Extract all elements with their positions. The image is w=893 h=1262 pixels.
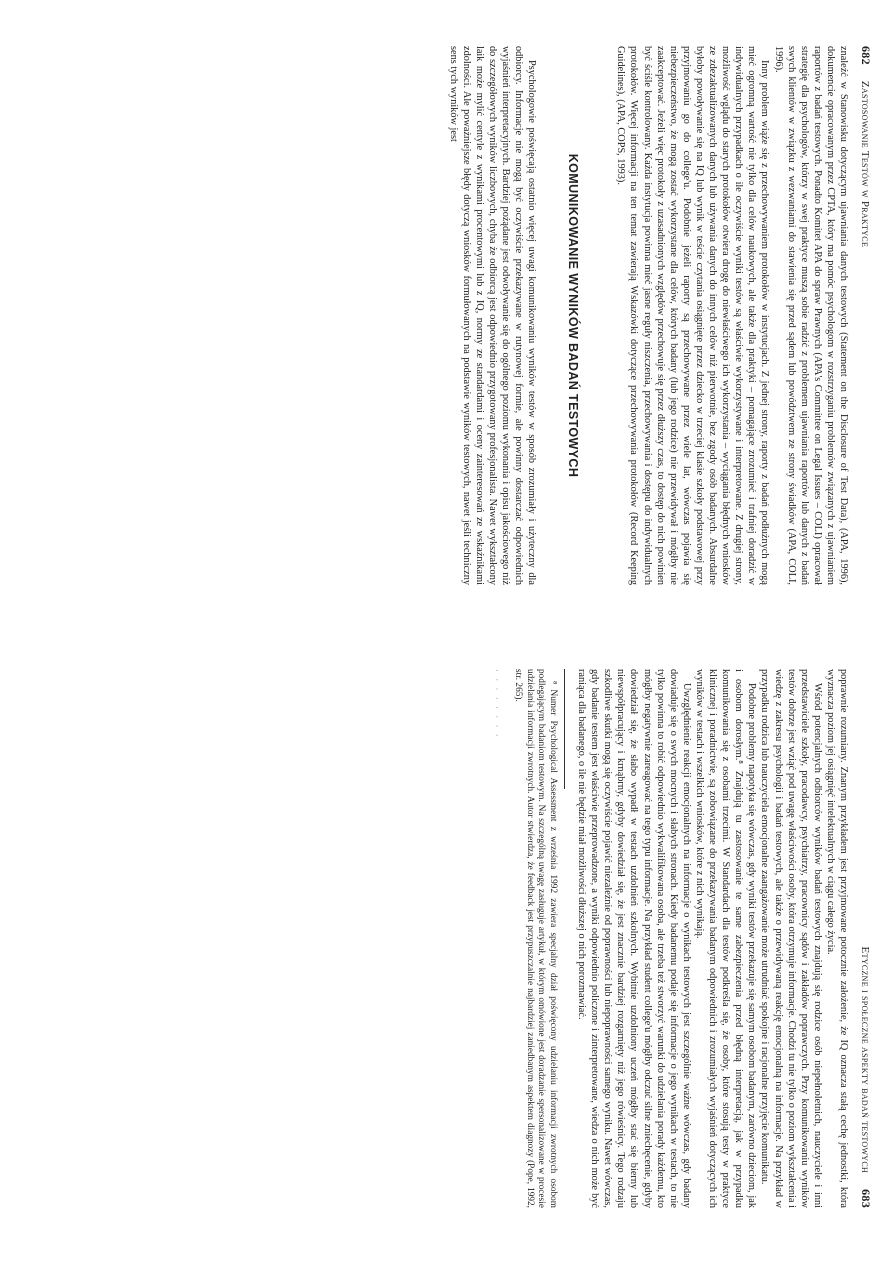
left-paragraph-1: znaleźć w Stanowisku dotyczącym ujawniania danych testowych (Statement on the Disclosure of Test Data), (APA, 1996), dokumencie opracowanym przez CPTA, który ma pomóc psychologom w rozstrzyganiu problemów związanych z ujawnianiem raportów z badań testowych. Ponadto Komitet APA do spraw Prawnych (APA's Committee on Legal Issues – COLI) opracował strategię dla psychologów, którzy w swej praktyce muszą sobie radzić z problemem ujawniania raportów lub danych z badań swych klientów w związku z wezwaniami do stawienia się przed sądem lub powództwem ze strony świadków (APA, COLI, 1996).: [772, 46, 849, 585]
right-paragraph-3: Podobne problemy napotyka się wówczas, gdy wyniki testów przekazuje się samym osobom badanym, zarówno dzieciom, jak i osobom dorosłym.⁸ Znajdują tu zastosowanie te same zabezpieczenia przed błędną interpretacją, jak w przypadku komunikowania się z osobami trzecimi. W Standardach dla testów podkreśla się, że osoby, które stosują testy w praktyce klinicznej i poradnictwie, są zobowiązane do przekazywania badanym odpowiednich i zrozumiałych wyjaśnień dotyczących ich wyników w testach i wszelkich wniosków, które z nich wynikają.: [693, 669, 758, 1208]
right-paragraph-2: Wśród potencjalnych odbiorców wyników badań testowych znajdują się rodzice osób niepełnoletnich, nauczyciele i inni przedstawiciele szkoły, pracodawcy, psychiatrzy, pracownicy sądów i zakładów poprawczych. Przy komunikowaniu wyników testów dobrze jest wziąć pod uwagę właściwości osoby, która otrzymuje informacje. Chodzi tu nie tylko o poziom wykształcenia i wiedzę z zakresu psychologii i badań testowych, ale także o przewidywaną reakcję emocjonalną na informacje. Na przykład w przypadku rodzica lub nauczyciela emocjonalne zaangażowanie może utrudniać spokojne i racjonalne przyjęcie komunikatu.: [759, 669, 823, 1208]
left-running-title: Zastosowanie Testów w Praktyce: [859, 80, 871, 248]
right-page: [0, 631, 893, 1262]
right-paragraph-4: Uwzględnienie reakcji emocjonalnych na informacje o wynikach testowych jest szczególnie ważne wówczas, gdy badany dowiaduje się o swych mocnych i słabych stronach. Kiedy badanemu podaje się informacje o jego wynikach w testach, to nie tylko powinna to robić odpowiednio wykwalifikowana osoba, ale trzeba też stworzyć warunki do udzielania porady każdemu, kto mógłby negatywnie zareagować na tego typu informacje. Na przykład student college'u mógłby odczuć silne zniechęcenie, gdyby dowiedział się, że słabo wypadł w testach uzdolnień szkolnych. Wybitnie uzdolniony uczeń mógłby stać się bierny lub niewspółpracujący i krnąbrny, gdyby dowiedział się, że jest znacznie bardziej rozgarnięty niż jego rówieśnicy. Tego rodzaju szkodliwe skutki mogą się oczywiście pojawić niezależnie od poprawności lub niepoprawności samego wyniku. Nawet wówczas, gdy badanie testem jest właściwie przeprowadzone, a wyniki odpowiednio policzone i zinterpretowane, wiedza o nich może być raniąca dla badanego, o ile nie będzie miał możliwości dłuższej o nich porozmawiać.: [576, 669, 692, 1208]
left-paragraph-2: Inny problem wiąże się z przechowywaniem protokołów w instytucjach. Z jednej strony, raporty z badań podłużnych mogą mieć ogromną wartość nie tylko dla celów naukowych, ale także dla praktyki – pomagające zrozumieć i trafniej doradzić w indywidualnych przypadkach o ile oczywiście wyniki testów są właściwie wykorzystywane i interpretowane. Z drugiej strony, możliwość wglądu do starych protokołów otwiera drogę do niewłaściwego ich wykorzystania – wyciągania błędnych wniosków ze zdezaktualizowanych danych lub używania danych do innych celów niż pierwotnie, bez zgody osób badanych. Absurdalne byłoby powoływanie się na IQ lub wynik w teście czytania osiągnięte przez dziecko w trzeciej klasie szkoły podstawowej przy przyjmowaniu go do college'u. Podobnie jeżeli raporty są przechowywane przez wiele lat, wówczas pojawia się niebezpieczeństwo, że mogą zostać wykorzystane dla celów, których badany (lub jego rodzice) nie przewidywał i mógłby nie zaakceptować. Jeżeli więc protokoły z uzasadnionych względów przechowuje się przez dłuższy czas, to dostęp do nich powinien być ściśle kontrolowany. Każda instytucja powinna mieć jasne reguły niszczenia, przechowywania i dostępu do indywidualnych protokołów. Więcej informacji na ten temat zawierają Wskazówki dotyczące przechowywania protokołów (Record Keeping Guidelines), (APA, COPS, 1993).: [615, 46, 771, 585]
footnote-8: ⁸ Numer Psychological Assessment z września 1992 zawiera specjalny dział poświęcony udzielaniu informacji zwrotnych osobom podlegającym badaniom testowym. Na szczególną uwagę zasługuje artykuł, w którym omówione jest doradzanie spersonalizowane w procesie udzielania informacji zwrotnych. Autor stwierdza, że feedback jest przypuszczalnie najbardziej zaniedbanym aspektem diagnozy (Pope, 1992, str. 265).: [513, 669, 559, 1208]
left-paragraph-3: Psychologowie poświęcają ostatnio więcej uwagi komunikowaniu wyników testów w sposób zrozumiały i użyteczny dla odbiorcy. Informacje nie mogą być oczywiście przekazywane w rutynowej formie, ale powinny dostarczać odpowiednich wyjaśnień interpretacyjnych. Bardziej pożądane jest odwoływanie się do ogólnego poziomu wykonania i opisu jakościowego niż do szczegółowych wyników liczbowych, chyba że odbiorcą jest odpowiednio przygotowany profesjonalista. Nawet wykształcony laik może mylić centyle z wynikami procentowymi lub z IQ, normy ze standardami i oceny zainteresowań ze wskaźnikami zdolności. Ale poważniejsze błędy dotyczą wniosków formułowanych na podstawie wyników testowych, nawet jeśli techniczny sens tych wyników jest: [447, 46, 538, 585]
right-running-title: Etyczne i społeczne aspekty badań testowych: [859, 946, 871, 1174]
left-page-number: 682: [859, 46, 873, 65]
right-running-head: [858, 669, 873, 1208]
right-paragraph-1: poprawnie rozumiany. Znanym przykładem jest przyjmowane potocznie założenie, że IQ oznacza stałą cechę jednostki, która wyznacza poziom jej osiągnięć intelektualnych w ciągu całego życia.: [824, 669, 849, 1208]
faint-scan-marks: · · · · · · · ·: [491, 669, 502, 739]
right-page-number: 683: [859, 1189, 873, 1208]
section-heading: KOMUNIKOWANIE WYNIKÓW BADAŃ TESTOWYCH: [566, 153, 581, 478]
left-running-head: [858, 46, 873, 585]
footnote-divider: [564, 669, 565, 789]
